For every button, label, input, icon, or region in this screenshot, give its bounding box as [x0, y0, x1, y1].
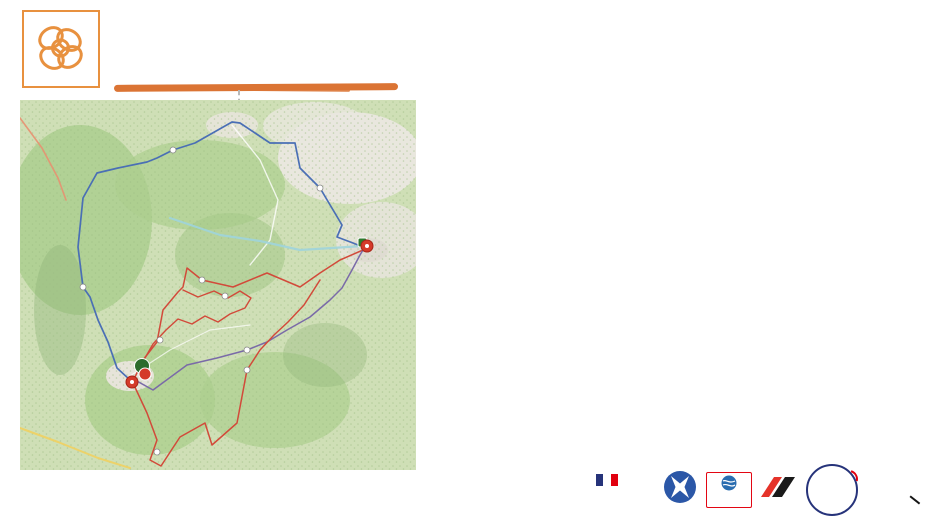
republique-francaise-logo [596, 474, 654, 506]
ethno-slash-icon [910, 495, 920, 504]
topographic-map [20, 100, 416, 470]
ademe-logo [706, 472, 752, 508]
terrain-shading [20, 100, 416, 470]
brand-logo-box [22, 10, 100, 88]
partner-logos-bar [596, 458, 936, 522]
globe-icon [721, 475, 737, 491]
flower-logo-icon [24, 12, 94, 82]
extreme-defi-icon [663, 470, 697, 504]
france-2030-logo [806, 464, 858, 516]
ecole-design-logo [761, 477, 797, 503]
extreme-defi-logo [663, 470, 697, 510]
french-flag-icon [596, 474, 618, 486]
ecole-design-icon [761, 477, 797, 497]
